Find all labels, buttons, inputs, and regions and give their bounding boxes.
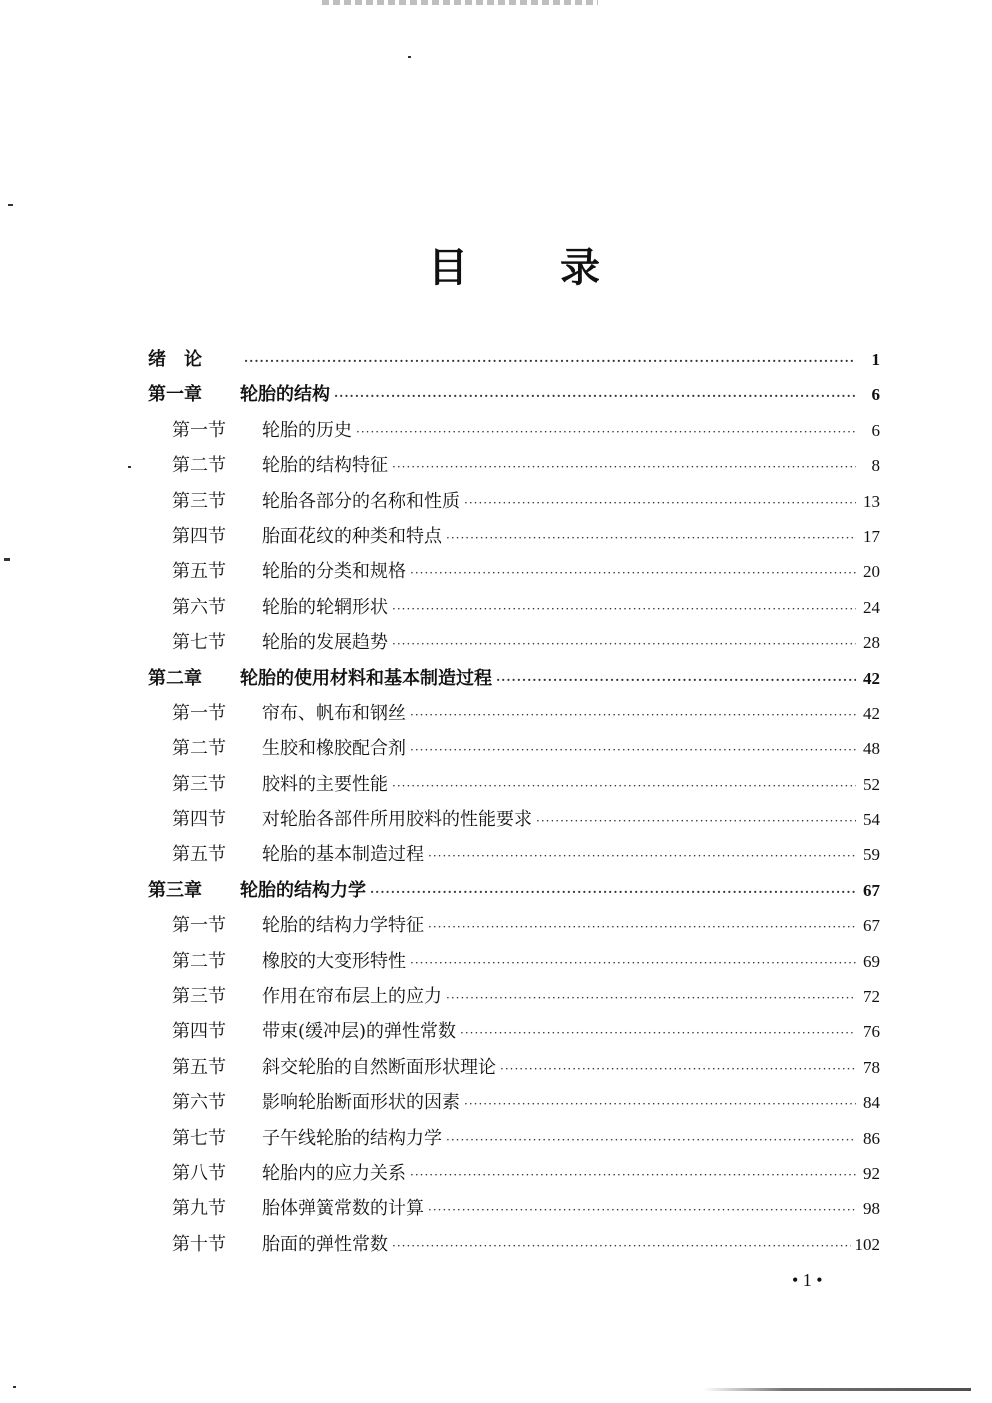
entry-page-number: 72 <box>863 987 880 1007</box>
entry-title: 胎面花纹的种类和特点 <box>262 525 442 547</box>
entry-title: 胶料的主要性能 <box>262 773 388 795</box>
entry-page-number: 28 <box>863 633 880 653</box>
entry-title: 轮胎各部分的名称和性质 <box>262 490 460 512</box>
entry-page-number: 78 <box>863 1057 880 1077</box>
toc-section-entry[interactable] <box>148 1191 880 1226</box>
entry-title: 带束(缓冲层)的弹性常数 <box>262 1021 457 1043</box>
entry-title: 轮胎的结构特征 <box>262 455 388 477</box>
entry-title: 生胶和橡胶配合剂 <box>262 738 406 760</box>
toc-chapter-entry[interactable] <box>148 661 880 696</box>
entry-title: 轮胎的发展趋势 <box>262 632 388 654</box>
bottom-rule <box>703 1388 971 1391</box>
entry-title: 胎体弹簧常数的计算 <box>262 1198 424 1220</box>
toc-section-entry[interactable] <box>148 979 880 1014</box>
entry-title: 轮胎的结构 <box>240 384 330 406</box>
dot-leader <box>410 556 856 591</box>
dot-leader <box>428 1193 856 1228</box>
entry-title: 对轮胎各部件所用胶料的性能要求 <box>262 809 532 831</box>
entry-number: 第一节 <box>172 915 226 937</box>
entry-title: 轮胎的轮辋形状 <box>262 596 388 618</box>
dot-leader <box>356 415 856 450</box>
entry-number: 第四节 <box>172 1021 226 1043</box>
dot-leader <box>428 910 856 945</box>
scan-speck <box>128 466 131 468</box>
page-title <box>0 244 992 292</box>
dot-leader <box>334 379 856 414</box>
entry-number: 第六节 <box>172 596 226 618</box>
dot-leader <box>464 486 856 521</box>
toc-section-entry[interactable] <box>148 519 880 554</box>
entry-page-number: 92 <box>863 1163 880 1183</box>
entry-page-number: 42 <box>863 668 880 688</box>
toc-chapter-entry[interactable] <box>148 342 880 377</box>
entry-title: 帘布、帆布和钢丝 <box>262 702 406 724</box>
entry-title: 胎面的弹性常数 <box>262 1233 388 1255</box>
dot-leader <box>410 1158 856 1193</box>
entry-page-number: 6 <box>871 385 880 405</box>
dot-leader <box>410 946 856 981</box>
dot-leader <box>460 1016 856 1051</box>
entry-title: 作用在帘布层上的应力 <box>262 986 442 1008</box>
scan-artifact-top <box>322 0 598 5</box>
entry-number: 第七节 <box>172 1127 226 1149</box>
entry-page-number: 84 <box>863 1093 880 1113</box>
entry-number: 第三节 <box>172 490 226 512</box>
toc-section-entry[interactable] <box>148 908 880 943</box>
entry-number: 第一节 <box>172 419 226 441</box>
entry-page-number: 102 <box>854 1234 880 1254</box>
entry-number: 第三章 <box>148 879 202 901</box>
dot-leader <box>428 839 856 874</box>
entry-number: 第七节 <box>172 632 226 654</box>
toc-section-entry[interactable] <box>148 944 880 979</box>
entry-number: 第十节 <box>172 1233 226 1255</box>
toc-section-entry[interactable] <box>148 448 880 483</box>
toc-section-entry[interactable] <box>148 767 880 802</box>
title-char: 目 <box>428 244 468 291</box>
entry-page-number: 13 <box>863 491 880 511</box>
dot-leader <box>370 875 856 910</box>
entry-number: 第一节 <box>172 702 226 724</box>
entry-page-number: 59 <box>863 845 880 865</box>
entry-page-number: 86 <box>863 1128 880 1148</box>
toc-section-entry[interactable] <box>148 1227 880 1262</box>
entry-page-number: 6 <box>871 420 880 440</box>
entry-page-number: 42 <box>863 703 880 723</box>
toc-section-entry[interactable] <box>148 1014 880 1049</box>
toc-section-entry[interactable] <box>148 802 880 837</box>
toc-section-entry[interactable] <box>148 625 880 660</box>
entry-title: 影响轮胎断面形状的因素 <box>262 1092 460 1114</box>
toc-chapter-entry[interactable] <box>148 377 880 412</box>
scan-speck <box>4 558 10 561</box>
toc-section-entry[interactable] <box>148 1050 880 1085</box>
dot-leader <box>446 1123 856 1158</box>
entry-title: 橡胶的大变形特性 <box>262 950 406 972</box>
entry-page-number: 48 <box>863 739 880 759</box>
scan-speck <box>13 1386 16 1388</box>
entry-number: 第四节 <box>172 525 226 547</box>
entry-page-number: 24 <box>863 597 880 617</box>
entry-number: 第五节 <box>172 844 226 866</box>
entry-number: 第五节 <box>172 1056 226 1078</box>
entry-number: 第一章 <box>148 384 202 406</box>
dot-leader <box>464 1087 856 1122</box>
entry-title: 轮胎的基本制造过程 <box>262 844 424 866</box>
dot-leader <box>392 450 856 485</box>
page-number: • 1 • <box>792 1270 823 1290</box>
entry-page-number: 1 <box>871 350 880 369</box>
entry-page-number: 67 <box>863 916 880 936</box>
toc-section-entry[interactable] <box>148 1085 880 1120</box>
entry-page-number: 8 <box>871 456 880 476</box>
toc-section-entry[interactable] <box>148 1156 880 1191</box>
entry-title: 轮胎内的应力关系 <box>262 1162 406 1184</box>
entry-number: 第四节 <box>172 809 226 831</box>
entry-number: 第二节 <box>172 455 226 477</box>
toc-section-entry[interactable] <box>148 413 880 448</box>
entry-page-number: 17 <box>863 526 880 546</box>
entry-number: 绪 论 <box>148 349 202 370</box>
dot-leader <box>392 592 856 627</box>
entry-page-number: 69 <box>863 951 880 971</box>
entry-number: 第六节 <box>172 1092 226 1114</box>
entry-number: 第五节 <box>172 561 226 583</box>
scan-speck <box>408 56 411 58</box>
entry-number: 第二节 <box>172 738 226 760</box>
entry-number: 第三节 <box>172 986 226 1008</box>
toc-section-entry[interactable] <box>148 1121 880 1156</box>
entry-number: 第九节 <box>172 1198 226 1220</box>
toc-section-entry[interactable] <box>148 554 880 589</box>
entry-title: 轮胎的分类和规格 <box>262 561 406 583</box>
entry-number: 第二节 <box>172 950 226 972</box>
entry-number: 第二章 <box>148 667 202 689</box>
toc-section-entry[interactable] <box>148 484 880 519</box>
entry-title: 轮胎的结构力学 <box>240 879 366 901</box>
table-of-contents <box>148 342 880 1262</box>
dot-leader <box>500 1052 856 1087</box>
toc-section-entry[interactable] <box>148 696 880 731</box>
entry-page-number: 98 <box>863 1199 880 1219</box>
toc-section-entry[interactable] <box>148 837 880 872</box>
dot-leader <box>244 344 856 379</box>
dot-leader <box>392 627 856 662</box>
entry-number: 第三节 <box>172 773 226 795</box>
dot-leader <box>392 769 856 804</box>
toc-chapter-entry[interactable] <box>148 873 880 908</box>
dot-leader <box>410 733 856 768</box>
dot-leader <box>446 521 856 556</box>
entry-page-number: 20 <box>863 562 880 582</box>
toc-section-entry[interactable] <box>148 590 880 625</box>
dot-leader <box>536 804 856 839</box>
entry-title: 轮胎的历史 <box>262 419 352 441</box>
entry-title: 轮胎的使用材料和基本制造过程 <box>240 667 492 689</box>
toc-section-entry[interactable] <box>148 731 880 766</box>
entry-page-number: 52 <box>863 774 880 794</box>
dot-leader <box>446 981 856 1016</box>
entry-title: 斜交轮胎的自然断面形状理论 <box>262 1056 496 1078</box>
dot-leader <box>410 698 856 733</box>
title-char: 录 <box>560 244 600 291</box>
entry-title: 子午线轮胎的结构力学 <box>262 1127 442 1149</box>
dot-leader <box>392 1229 851 1264</box>
entry-number: 第八节 <box>172 1162 226 1184</box>
dot-leader <box>496 663 856 698</box>
entry-title: 轮胎的结构力学特征 <box>262 915 424 937</box>
scan-speck <box>8 204 13 206</box>
entry-page-number: 76 <box>863 1022 880 1042</box>
entry-page-number: 67 <box>863 880 880 900</box>
entry-page-number: 54 <box>863 810 880 830</box>
